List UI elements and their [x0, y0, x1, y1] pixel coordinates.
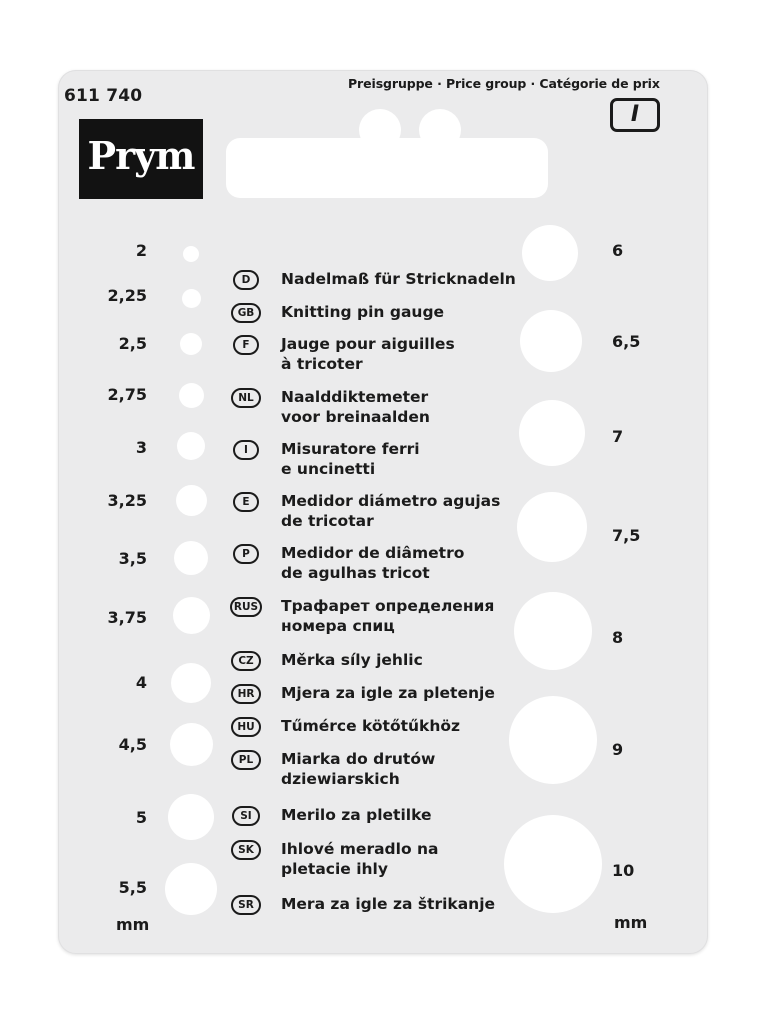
unit-right: mm — [614, 913, 648, 932]
language-description-line1: Mera za igle za štrikanje — [281, 895, 496, 913]
language-description-line1: Трафарет определения — [281, 597, 495, 615]
language-description-line2: dziewiarskich — [281, 770, 400, 788]
left-size-label: 2,75 — [107, 385, 147, 404]
right-hole-7 — [519, 400, 585, 466]
language-description-line1: Tűmérce kötőtűkhöz — [281, 717, 461, 735]
language-description-line2: e uncinetti — [281, 460, 376, 478]
price-group-box — [610, 98, 660, 132]
left-size-label: 5,5 — [118, 878, 147, 897]
article-number: 611 740 — [64, 86, 143, 106]
left-hole-3,75 — [173, 597, 210, 634]
right-size-label: 7,5 — [612, 526, 641, 545]
right-hole-7,5 — [517, 492, 587, 562]
left-hole-2,5 — [180, 333, 202, 355]
language-description-line2: à tricoter — [281, 355, 363, 373]
language-badge-sr: SR — [231, 895, 261, 915]
left-hole-3 — [177, 432, 205, 460]
unit-left: mm — [116, 915, 150, 934]
language-badge-nl: NL — [231, 388, 261, 408]
left-hole-3,25 — [176, 485, 207, 516]
right-hole-10 — [504, 815, 602, 913]
language-badge-si: SI — [232, 806, 260, 826]
language-description-line1: Medidor de diâmetro — [281, 544, 465, 562]
right-size-label: 6,5 — [612, 332, 641, 351]
language-description-line2: de agulhas tricot — [281, 564, 430, 582]
language-description-line1: Misuratore ferri — [281, 440, 420, 458]
left-hole-4,5 — [170, 723, 213, 766]
left-size-label: 2,25 — [107, 286, 147, 305]
brand-name: Prym — [87, 133, 195, 178]
left-size-label: 2 — [135, 241, 147, 260]
left-size-label: 3,75 — [107, 608, 147, 627]
left-hole-3,5 — [174, 541, 208, 575]
left-size-label: 2,5 — [118, 334, 147, 353]
language-badge-cz: CZ — [231, 651, 261, 671]
language-description-line1: Medidor diámetro agujas — [281, 492, 501, 510]
language-badge-hr: HR — [231, 684, 261, 704]
right-size-label: 8 — [612, 628, 624, 647]
language-description-line1: Nadelmaß für Stricknadeln — [281, 270, 516, 288]
right-hole-9 — [509, 696, 597, 784]
language-description-line1: Merilo za pletilke — [281, 806, 432, 824]
language-badge-e: E — [233, 492, 259, 512]
language-description-line1: Mjera za igle za pletenje — [281, 684, 495, 702]
language-badge-rus: RUS — [230, 597, 262, 617]
prym-logo — [79, 119, 203, 199]
language-badge-pl: PL — [231, 750, 261, 770]
language-badge-sk: SK — [231, 840, 261, 860]
language-badge-i: I — [233, 440, 259, 460]
language-description-line1: Měrka síly jehlic — [281, 651, 423, 669]
left-size-label: 3,25 — [107, 491, 147, 510]
language-badge-hu: HU — [231, 717, 261, 737]
left-hole-5,5 — [165, 863, 217, 915]
language-badge-gb: GB — [231, 303, 261, 323]
right-size-label: 7 — [612, 427, 624, 446]
left-hole-2,25 — [182, 289, 201, 308]
right-size-label: 10 — [612, 861, 635, 880]
language-description-line1: Jauge pour aiguilles — [281, 335, 455, 353]
left-size-label: 5 — [135, 808, 147, 827]
language-description-line2: de tricotar — [281, 512, 374, 530]
left-size-label: 3 — [135, 438, 147, 457]
left-size-label: 3,5 — [118, 549, 147, 568]
language-description-line2: номера спиц — [281, 617, 395, 635]
left-hole-4 — [171, 663, 211, 703]
slot-notch-2 — [419, 109, 461, 151]
language-description-line1: Ihlové meradlo na — [281, 840, 439, 858]
language-description-line1: Naalddiktemeter — [281, 388, 429, 406]
left-hole-5 — [168, 794, 214, 840]
slot-notch-1 — [359, 109, 401, 151]
right-hole-6,5 — [520, 310, 582, 372]
right-size-label: 9 — [612, 740, 624, 759]
price-group-label: Preisgruppe · Price group · Catégorie de prix — [348, 76, 660, 91]
language-description-line1: Miarka do drutów — [281, 750, 436, 768]
language-description-line1: Knitting pin gauge — [281, 303, 445, 321]
left-hole-2 — [183, 246, 199, 262]
language-badge-p: P — [233, 544, 259, 564]
left-size-label: 4 — [135, 673, 147, 692]
language-badge-f: F — [233, 335, 259, 355]
language-badge-d: D — [233, 270, 259, 290]
price-group-value: I — [630, 102, 640, 127]
right-hole-8 — [514, 592, 592, 670]
language-description-line2: voor breinaalden — [281, 408, 430, 426]
language-description-line2: pletacie ihly — [281, 860, 388, 878]
left-size-label: 4,5 — [118, 735, 147, 754]
left-hole-2,75 — [179, 383, 204, 408]
right-size-label: 6 — [612, 241, 624, 260]
right-hole-6 — [522, 225, 578, 281]
